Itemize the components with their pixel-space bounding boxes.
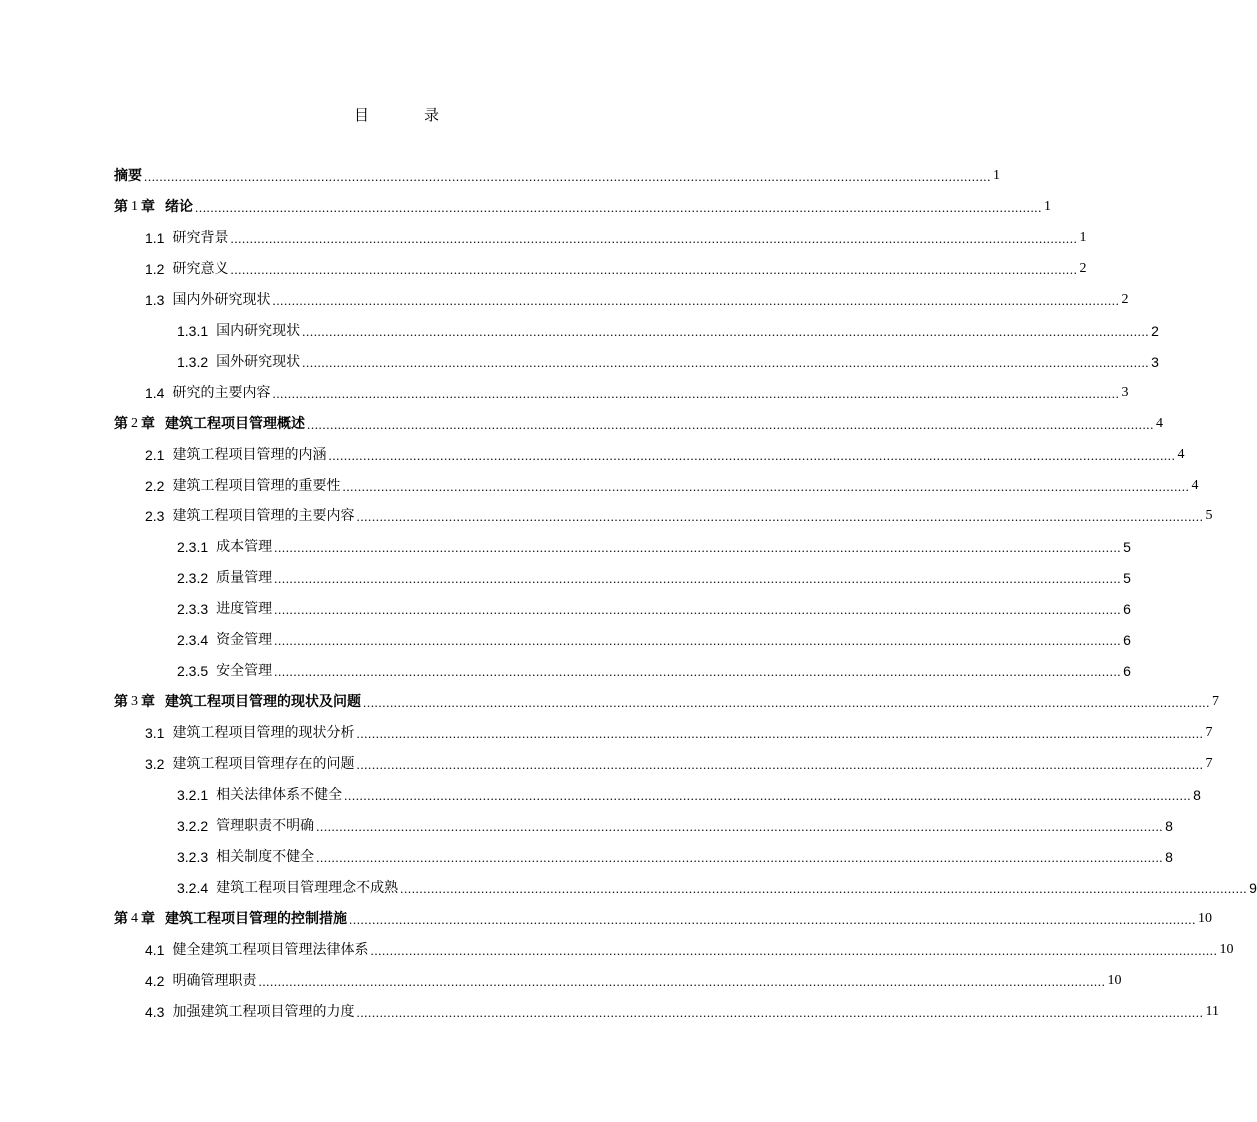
toc-entry-number: 2.3.5 xyxy=(177,663,209,680)
toc-entry-page: 5 xyxy=(1123,539,1131,556)
toc-entry-label: 国外研究现状 xyxy=(216,353,301,370)
toc-entry-label: 摘要 xyxy=(114,168,142,184)
toc-entry-number: 2.3.3 xyxy=(177,601,209,618)
toc-chapter-prefix: 第 xyxy=(114,910,128,927)
toc-entry-number: 1.3.2 xyxy=(177,353,209,370)
toc-entry-page: 8 xyxy=(1165,817,1173,834)
toc-dot-leader: ............................................................................................................................................................................................................................ xyxy=(272,292,1120,308)
toc-entry-label: 建筑工程项目管理的现状及问题 xyxy=(165,694,361,711)
toc-chapter-number: 2 xyxy=(131,415,138,431)
toc-dot-leader: ............................................................................................................................................................................................................................ xyxy=(274,571,1122,587)
toc-entry[interactable] xyxy=(177,846,1173,866)
toc-entry-page: 11 xyxy=(1205,1003,1219,1019)
toc-entry[interactable] xyxy=(177,536,1131,556)
toc-entry-label: 建筑工程项目管理的重要性 xyxy=(172,477,341,494)
toc-entry[interactable] xyxy=(145,227,1087,247)
toc-entry-page: 2 xyxy=(1151,322,1159,339)
toc-entry-label: 相关制度不健全 xyxy=(216,848,315,865)
toc-entry[interactable] xyxy=(177,629,1131,649)
toc-entry-number: 2.3 xyxy=(145,508,165,525)
toc-entry-page: 8 xyxy=(1165,848,1173,865)
toc-entry-label: 建筑工程项目管理存在的问题 xyxy=(172,756,355,773)
toc-dot-leader: ............................................................................................................................................................................................................................ xyxy=(258,973,1106,989)
toc-entry-label: 国内研究现状 xyxy=(216,322,301,339)
toc-dot-leader: ............................................................................................................................................................................................................................ xyxy=(356,757,1204,773)
toc-entry[interactable] xyxy=(145,753,1213,773)
toc-entry-page: 8 xyxy=(1193,787,1201,803)
toc-entry[interactable] xyxy=(114,413,1163,433)
toc-dot-leader: ............................................................................................................................................................................................................................ xyxy=(230,261,1078,277)
toc-dot-leader: ............................................................................................................................................................................................................................ xyxy=(274,540,1122,556)
toc-title-char-1: 目 xyxy=(353,106,369,124)
toc-entry-label: 绪论 xyxy=(165,198,193,215)
toc-entry[interactable] xyxy=(114,165,1000,185)
toc-entry[interactable] xyxy=(145,289,1129,309)
toc-dot-leader: ............................................................................................................................................................................................................................ xyxy=(349,911,1196,927)
toc-dot-leader: ............................................................................................................................................................................................................................ xyxy=(370,942,1218,958)
toc-entry-number: 1.4 xyxy=(145,384,165,401)
toc-entry-page: 6 xyxy=(1123,632,1131,649)
toc-entry-label: 资金管理 xyxy=(216,632,273,649)
toc-entry-number: 3.1 xyxy=(145,725,165,742)
toc-chapter-prefix: 第 xyxy=(114,415,128,432)
toc-entry-label: 研究背景 xyxy=(172,229,229,246)
toc-entry[interactable] xyxy=(145,444,1185,464)
toc-chapter-prefix: 第 xyxy=(114,198,128,215)
toc-title-char-2: 录 xyxy=(424,106,440,124)
toc-entry-label: 质量管理 xyxy=(216,570,273,587)
toc-entry-page: 4 xyxy=(1156,415,1163,431)
toc-title xyxy=(0,104,793,125)
toc-entry-label: 安全管理 xyxy=(216,663,273,680)
toc-chapter-suffix: 章 xyxy=(141,694,155,711)
toc-dot-leader: ............................................................................................................................................................................................................................ xyxy=(274,602,1122,618)
toc-entry[interactable] xyxy=(177,567,1131,587)
toc-entry-label: 相关法律体系不健全 xyxy=(216,787,343,803)
toc-entry-page: 6 xyxy=(1123,601,1131,618)
toc-entry-number: 2.1 xyxy=(145,446,165,463)
toc-entry-page: 2 xyxy=(1121,291,1129,307)
toc-entry-label: 研究的主要内容 xyxy=(172,384,271,401)
toc-entry-number: 1.3 xyxy=(145,291,165,308)
toc-entry-page: 10 xyxy=(1198,910,1212,926)
toc-chapter-number: 1 xyxy=(131,198,138,214)
toc-entry[interactable] xyxy=(145,722,1213,742)
toc-dot-leader: ............................................................................................................................................................................................................................ xyxy=(302,323,1150,339)
toc-entry-number: 4.3 xyxy=(145,1003,165,1020)
toc-chapter-suffix: 章 xyxy=(141,910,155,927)
toc-entry[interactable] xyxy=(145,505,1213,525)
toc-entry-page: 9 xyxy=(1249,879,1257,896)
toc-dot-leader: ............................................................................................................................................................................................................................ xyxy=(356,1004,1204,1020)
toc-entry-page: 7 xyxy=(1212,694,1219,710)
toc-entry[interactable] xyxy=(177,320,1159,340)
toc-entry-label: 国内外研究现状 xyxy=(172,291,271,308)
toc-dot-leader: ............................................................................................................................................................................................................................ xyxy=(316,849,1164,865)
toc-entry[interactable] xyxy=(177,351,1159,371)
toc-dot-leader: ............................................................................................................................................................................................................................ xyxy=(316,818,1164,834)
toc-entry-page: 4 xyxy=(1177,446,1185,462)
toc-dot-leader: ............................................................................................................................................................................................................................ xyxy=(356,509,1204,525)
toc-entry-page: 3 xyxy=(1121,384,1129,400)
toc-entry-page: 10 xyxy=(1219,941,1234,957)
toc-entry-label: 建筑工程项目管理的内涵 xyxy=(172,446,327,463)
toc-entry-page: 10 xyxy=(1107,972,1122,988)
toc-dot-leader: ............................................................................................................................................................................................................................ xyxy=(302,354,1150,370)
toc-entry-page: 1 xyxy=(1044,198,1051,214)
toc-entry-number: 1.1 xyxy=(145,229,165,246)
toc-dot-leader: ............................................................................................................................................................................................................................ xyxy=(274,633,1122,649)
toc-dot-leader: ............................................................................................................................................................................................................................ xyxy=(400,880,1248,896)
toc-entry-page: 4 xyxy=(1191,477,1199,493)
toc-entry-page: 3 xyxy=(1151,353,1159,370)
toc-dot-leader: ............................................................................................................................................................................................................................ xyxy=(272,385,1120,401)
toc-entry-label: 建筑工程项目管理概述 xyxy=(165,415,305,432)
toc-entry[interactable] xyxy=(114,691,1219,711)
toc-entry[interactable] xyxy=(114,908,1212,928)
toc-entry-page: 1 xyxy=(1079,229,1087,245)
toc-entry-label: 加强建筑工程项目管理的力度 xyxy=(172,1003,355,1020)
toc-entry-page: 5 xyxy=(1123,570,1131,587)
toc-dot-leader: ............................................................................................................................................................................................................................ xyxy=(328,447,1176,463)
toc-entry[interactable] xyxy=(145,258,1087,278)
toc-entry[interactable] xyxy=(177,815,1173,835)
toc-entry-number: 1.3.1 xyxy=(177,322,209,339)
toc-entry-number: 3.2.1 xyxy=(177,787,209,803)
toc-chapter-number: 4 xyxy=(131,910,138,926)
toc-entry-label: 进度管理 xyxy=(216,601,273,618)
toc-entry[interactable] xyxy=(145,970,1122,990)
toc-entry-number: 1.2 xyxy=(145,260,165,277)
toc-entry-page: 6 xyxy=(1123,663,1131,680)
toc-dot-leader: ............................................................................................................................................................................................................................ xyxy=(307,416,1154,432)
toc-entry[interactable] xyxy=(145,939,1234,959)
toc-entry-number: 2.2 xyxy=(145,477,165,494)
toc-entry-label: 明确管理职责 xyxy=(172,972,257,989)
toc-entry-number: 2.3.2 xyxy=(177,570,209,587)
toc-chapter-suffix: 章 xyxy=(141,415,155,432)
toc-entry-number: 3.2.3 xyxy=(177,848,209,865)
toc-dot-leader: ............................................................................................................................................................................................................................ xyxy=(274,664,1122,680)
toc-entry[interactable] xyxy=(114,196,1051,216)
toc-chapter-number: 3 xyxy=(131,694,138,710)
toc-entry[interactable] xyxy=(145,382,1129,402)
toc-entry-number: 3.2.2 xyxy=(177,817,209,834)
toc-entry[interactable] xyxy=(177,784,1201,804)
toc-entry-label: 健全建筑工程项目管理法律体系 xyxy=(172,941,369,958)
toc-entry-number: 3.2.4 xyxy=(177,879,209,896)
toc-entry-label: 建筑工程项目管理理念不成熟 xyxy=(216,879,399,896)
toc-entry-label: 研究意义 xyxy=(172,260,229,277)
toc-entry-page: 2 xyxy=(1079,260,1087,276)
toc-entry-label: 成本管理 xyxy=(216,539,273,556)
toc-entry-page: 5 xyxy=(1205,508,1213,524)
toc-entry-number: 2.3.4 xyxy=(177,632,209,649)
toc-entry-page: 1 xyxy=(993,168,1000,183)
toc-entry-label: 建筑工程项目管理的控制措施 xyxy=(165,910,347,927)
toc-entry-label: 管理职责不明确 xyxy=(216,817,315,834)
toc-entry[interactable] xyxy=(177,598,1131,618)
toc-entry-number: 4.2 xyxy=(145,972,165,989)
toc-dot-leader: ............................................................................................................................................................................................................................ xyxy=(344,788,1192,803)
toc-entry-page: 7 xyxy=(1205,725,1213,741)
toc-entry-number: 4.1 xyxy=(145,941,165,958)
toc-dot-leader: ............................................................................................................................................................................................................................ xyxy=(356,726,1204,742)
toc-entry[interactable] xyxy=(177,877,1257,897)
toc-entry-label: 建筑工程项目管理的主要内容 xyxy=(172,508,355,525)
toc-entry-number: 2.3.1 xyxy=(177,539,209,556)
toc-dot-leader: ............................................................................................................................................................................................................................ xyxy=(144,169,991,184)
toc-entry[interactable] xyxy=(145,475,1199,495)
toc-entry[interactable] xyxy=(145,1001,1219,1021)
toc-chapter-prefix: 第 xyxy=(114,694,128,711)
toc-entry-number: 3.2 xyxy=(145,756,165,773)
toc-chapter-suffix: 章 xyxy=(141,198,155,215)
toc-entry-label: 建筑工程项目管理的现状分析 xyxy=(172,725,355,742)
toc-dot-leader: ............................................................................................................................................................................................................................ xyxy=(195,199,1042,215)
toc-entry[interactable] xyxy=(177,660,1131,680)
toc-dot-leader: ............................................................................................................................................................................................................................ xyxy=(342,478,1190,494)
toc-dot-leader: ............................................................................................................................................................................................................................ xyxy=(230,230,1078,246)
toc-entry-page: 7 xyxy=(1205,756,1213,772)
toc-dot-leader: ............................................................................................................................................................................................................................ xyxy=(363,695,1210,711)
